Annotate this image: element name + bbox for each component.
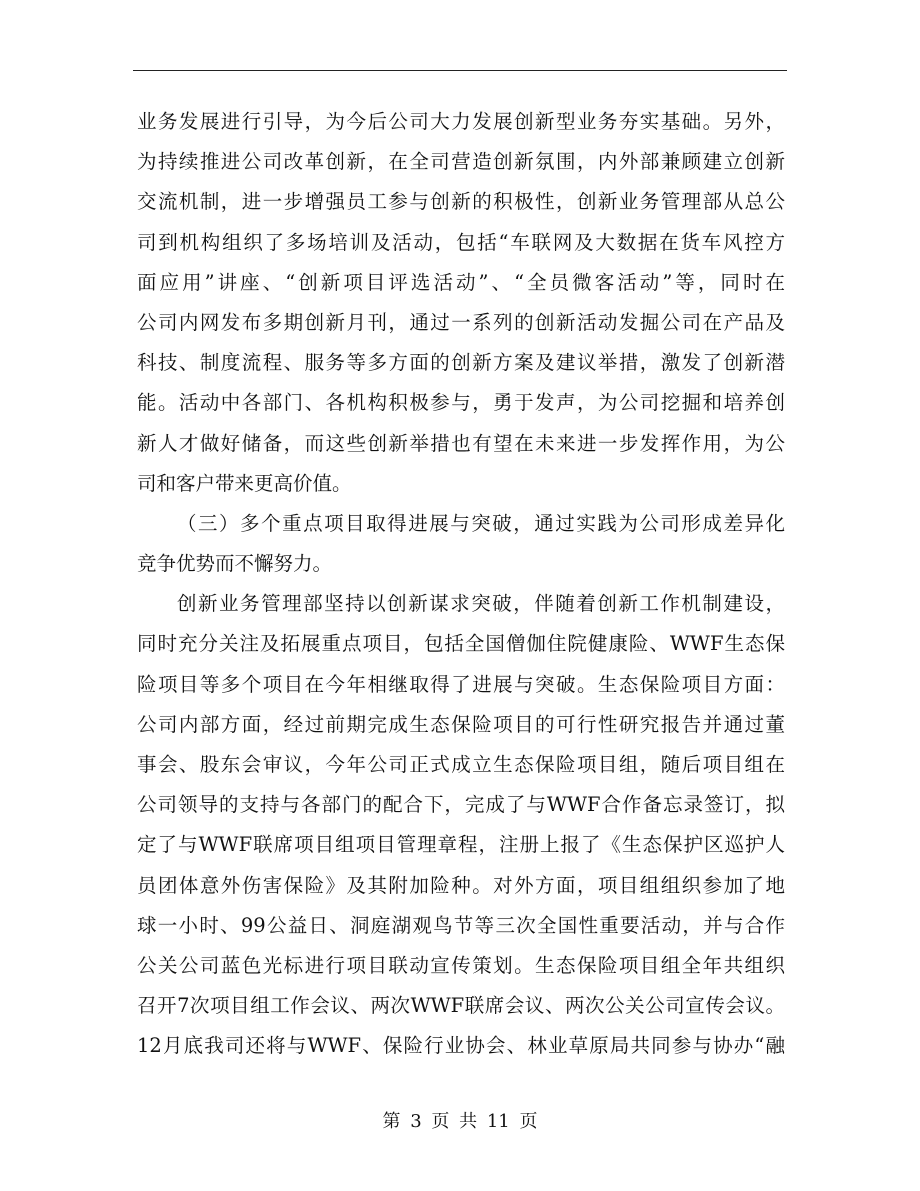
text-line: 业务发展进行引导，为今后公司大力发展创新型业务夯实基础。另外， <box>137 110 785 133</box>
text-line: 司和客户带来更高价值。 <box>137 471 352 495</box>
text-line: 事会、股东会审议，今年公司正式成立生态保险项目组，随后项目组在 <box>137 753 785 776</box>
text-line: 公司领导的支持与各部门的配合下，完成了与WWF合作备忘录签订，拟 <box>137 793 785 817</box>
text-line: 面应用”讲座、“创新项目评选活动”、“全员微客活动”等，同时在 <box>137 270 785 294</box>
text-line: （三）多个重点项目取得进展与突破，通过实践为公司形成差异化 <box>177 511 785 535</box>
text-line: 员团体意外伤害保险》及其附加险种。对外方面，项目组组织参加了地 <box>137 873 785 897</box>
text-line: 召开7次项目组工作会议、两次WWF联席会议、两次公关公司宣传会议。 <box>137 994 785 1018</box>
page-footer: 第 3 页 共 11 页 <box>382 1111 538 1132</box>
text-line: 司到机构组织了多场培训及活动，包括“车联网及大数据在货车风控方 <box>137 230 785 254</box>
text-line: 险项目等多个项目在今年相继取得了进展与突破。生态保险项目方面： <box>137 672 785 696</box>
text-line: 12月底我司还将与WWF、保险行业协会、林业草原局共同参与协办“融 <box>137 1034 785 1058</box>
text-line: 新人才做好储备，而这些创新举措也有望在未来进一步发挥作用，为公 <box>137 431 785 455</box>
text-line: 公司内部方面，经过前期完成生态保险项目的可行性研究报告并通过董 <box>137 712 785 736</box>
text-line: 交流机制，进一步增强员工参与创新的积极性，创新业务管理部从总公 <box>137 190 785 214</box>
text-line: 公关公司蓝色光标进行项目联动宣传策划。生态保险项目组全年共组织 <box>137 953 785 977</box>
text-line: 球一小时、99公益日、洞庭湖观鸟节等三次全国性重要活动，并与合作 <box>137 913 785 937</box>
text-line: 为持续推进公司改革创新，在全司营造创新氛围，内外部兼顾建立创新 <box>137 150 785 174</box>
text-line: 竞争优势而不懈努力。 <box>137 552 333 576</box>
text-line: 能。活动中各部门、各机构积极参与，勇于发声，为公司挖掘和培养创 <box>137 391 785 415</box>
text-line: 公司内网发布多期创新月刊，通过一系列的创新活动发掘公司在产品及 <box>137 310 785 334</box>
header-rule <box>133 70 787 71</box>
text-line: 科技、制度流程、服务等多方面的创新方案及建议举措，激发了创新潜 <box>137 351 785 375</box>
text-line: 定了与WWF联席项目组项目管理章程，注册上报了《生态保护区巡护人 <box>137 833 785 857</box>
text-line: 创新业务管理部坚持以创新谋求突破，伴随着创新工作机制建设， <box>177 592 785 616</box>
text-line: 同时充分关注及拓展重点项目，包括全国僧伽住院健康险、WWF生态保 <box>137 632 785 656</box>
body-text <box>137 102 785 1067</box>
